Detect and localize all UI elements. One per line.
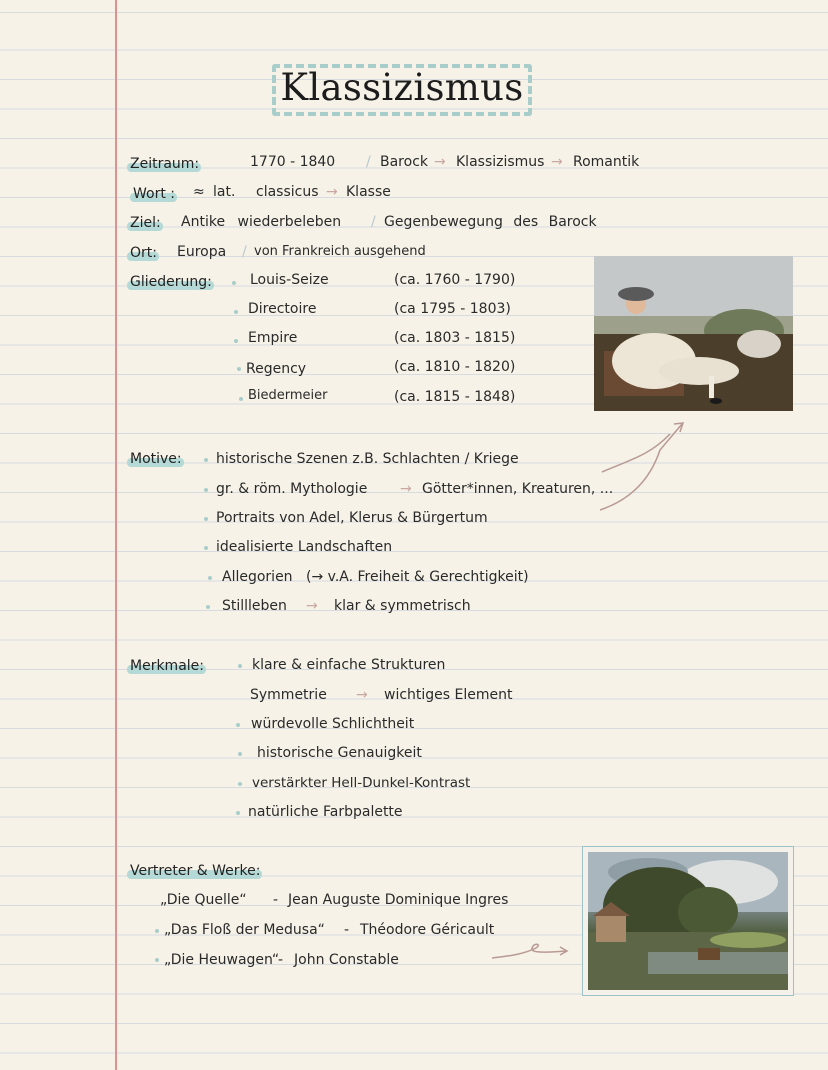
work-artist: Théodore Géricault [360,922,495,938]
motive-item: gr. & röm. Mythologie [216,481,368,497]
bullet-icon [155,929,159,933]
ort-label: Ort: [130,245,157,261]
arrow-icon: → [400,481,412,497]
bullet-icon [238,664,242,668]
bullet-icon [236,723,240,727]
arrow-icon: → [356,687,368,703]
seq-klassizismus: Klassizismus [456,154,545,170]
painting-goethe-art [594,256,793,411]
gliederung-label: Gliederung: [130,274,212,290]
zeitraum-value: 1770 - 1840 [250,154,336,170]
merkmale-symmetrie-ext: wichtiges Element [384,687,513,703]
approx-symbol: ≈ [193,184,205,200]
merkmale-label: Merkmale: [130,658,204,674]
bullet-icon [155,958,159,962]
bullet-icon [238,782,242,786]
gliederung-item-years: (ca. 1803 - 1815) [394,330,516,346]
work-dash: - [344,922,350,938]
merkmale-item: natürliche Farbpalette [248,804,403,820]
gliederung-item-years: (ca. 1810 - 1820) [394,359,516,375]
bullet-icon [239,397,243,401]
wort-lat: lat. [213,184,236,200]
bullet-icon [234,339,238,343]
painting-hay-wain [588,852,788,990]
work-title: „Die Quelle“ [160,892,247,908]
painting-goethe-campagna [594,256,793,411]
ziel-separator: / [371,214,376,230]
arrow-icon: → [551,154,563,170]
ort-text-2: von Frankreich ausgehend [254,244,426,259]
wort-klasse: Klasse [346,184,391,200]
page-title: Klassizismus [280,66,524,109]
arrow-icon: → [434,154,446,170]
notebook-margin-line [115,0,117,1070]
gliederung-item-years: (ca. 1760 - 1790) [394,272,516,288]
ort-separator: / [242,244,247,260]
work-title: „Das Floß der Medusa“ [164,922,325,938]
bullet-icon [206,605,210,609]
merkmale-item: würdevolle Schlichtheit [251,716,415,732]
merkmale-item: historische Genauigkeit [257,745,422,761]
ziel-text-2: Gegenbewegung des Barock [384,214,597,230]
motive-item: historische Szenen z.B. Schlachten / Kriege [216,451,519,467]
work-dash: - [278,952,284,968]
motive-item: Allegorien [222,569,293,585]
gliederung-item-years: (ca 1795 - 1803) [394,301,511,317]
work-dash: - [273,892,279,908]
merkmale-item: klare & einfache Strukturen [252,657,446,673]
gliederung-item-name: Empire [248,330,298,346]
bullet-icon [237,367,241,371]
bullet-icon [208,576,212,580]
merkmale-item: Symmetrie [250,687,327,703]
bullet-icon [204,488,208,492]
ziel-text-1: Antike wiederbeleben [181,214,342,230]
connector-arrow-icon [590,420,690,515]
motive-mythologie-ext: Götter*innen, Kreaturen, ... [422,481,614,497]
work-title: „Die Heuwagen“ [164,952,280,968]
ziel-label: Ziel: [130,215,161,231]
motive-label: Motive: [130,451,182,467]
bullet-icon [204,517,208,521]
gliederung-item-name: Regency [246,361,307,377]
painting-hay-wain-art [588,852,788,990]
gliederung-item-years: (ca. 1815 - 1848) [394,389,516,405]
wort-label: Wort : [133,186,175,202]
bullet-icon [232,281,236,285]
ort-text-1: Europa [177,244,227,260]
gliederung-item-name: Louis-Seize [250,272,329,288]
bullet-icon [204,458,208,462]
bullet-icon [204,546,208,550]
wort-classicus: classicus [256,184,319,200]
gliederung-item-name: Biedermeier [248,388,328,403]
zeitraum-separator: / [366,154,371,170]
motive-item: idealisierte Landschaften [216,539,393,555]
vertreter-label: Vertreter & Werke: [130,863,261,879]
arrow-icon: → [326,184,338,200]
motive-allegorien-ext: (→ v.A. Freiheit & Gerechtigkeit) [306,569,529,585]
zeitraum-label: Zeitraum: [130,156,200,172]
motive-item: Stillleben [222,598,287,614]
seq-romantik: Romantik [573,154,640,170]
connector-arrow-icon [490,938,570,964]
work-artist: Jean Auguste Dominique Ingres [288,892,509,908]
bullet-icon [238,752,242,756]
seq-barock: Barock [380,154,429,170]
bullet-icon [236,811,240,815]
gliederung-item-name: Directoire [248,301,317,317]
motive-stillleben-ext: klar & symmetrisch [334,598,471,614]
motive-item: Portraits von Adel, Klerus & Bürgertum [216,510,488,526]
work-artist: John Constable [294,952,399,968]
arrow-icon: → [306,598,318,614]
bullet-icon [234,310,238,314]
merkmale-item: verstärkter Hell-Dunkel-Kontrast [252,775,471,791]
